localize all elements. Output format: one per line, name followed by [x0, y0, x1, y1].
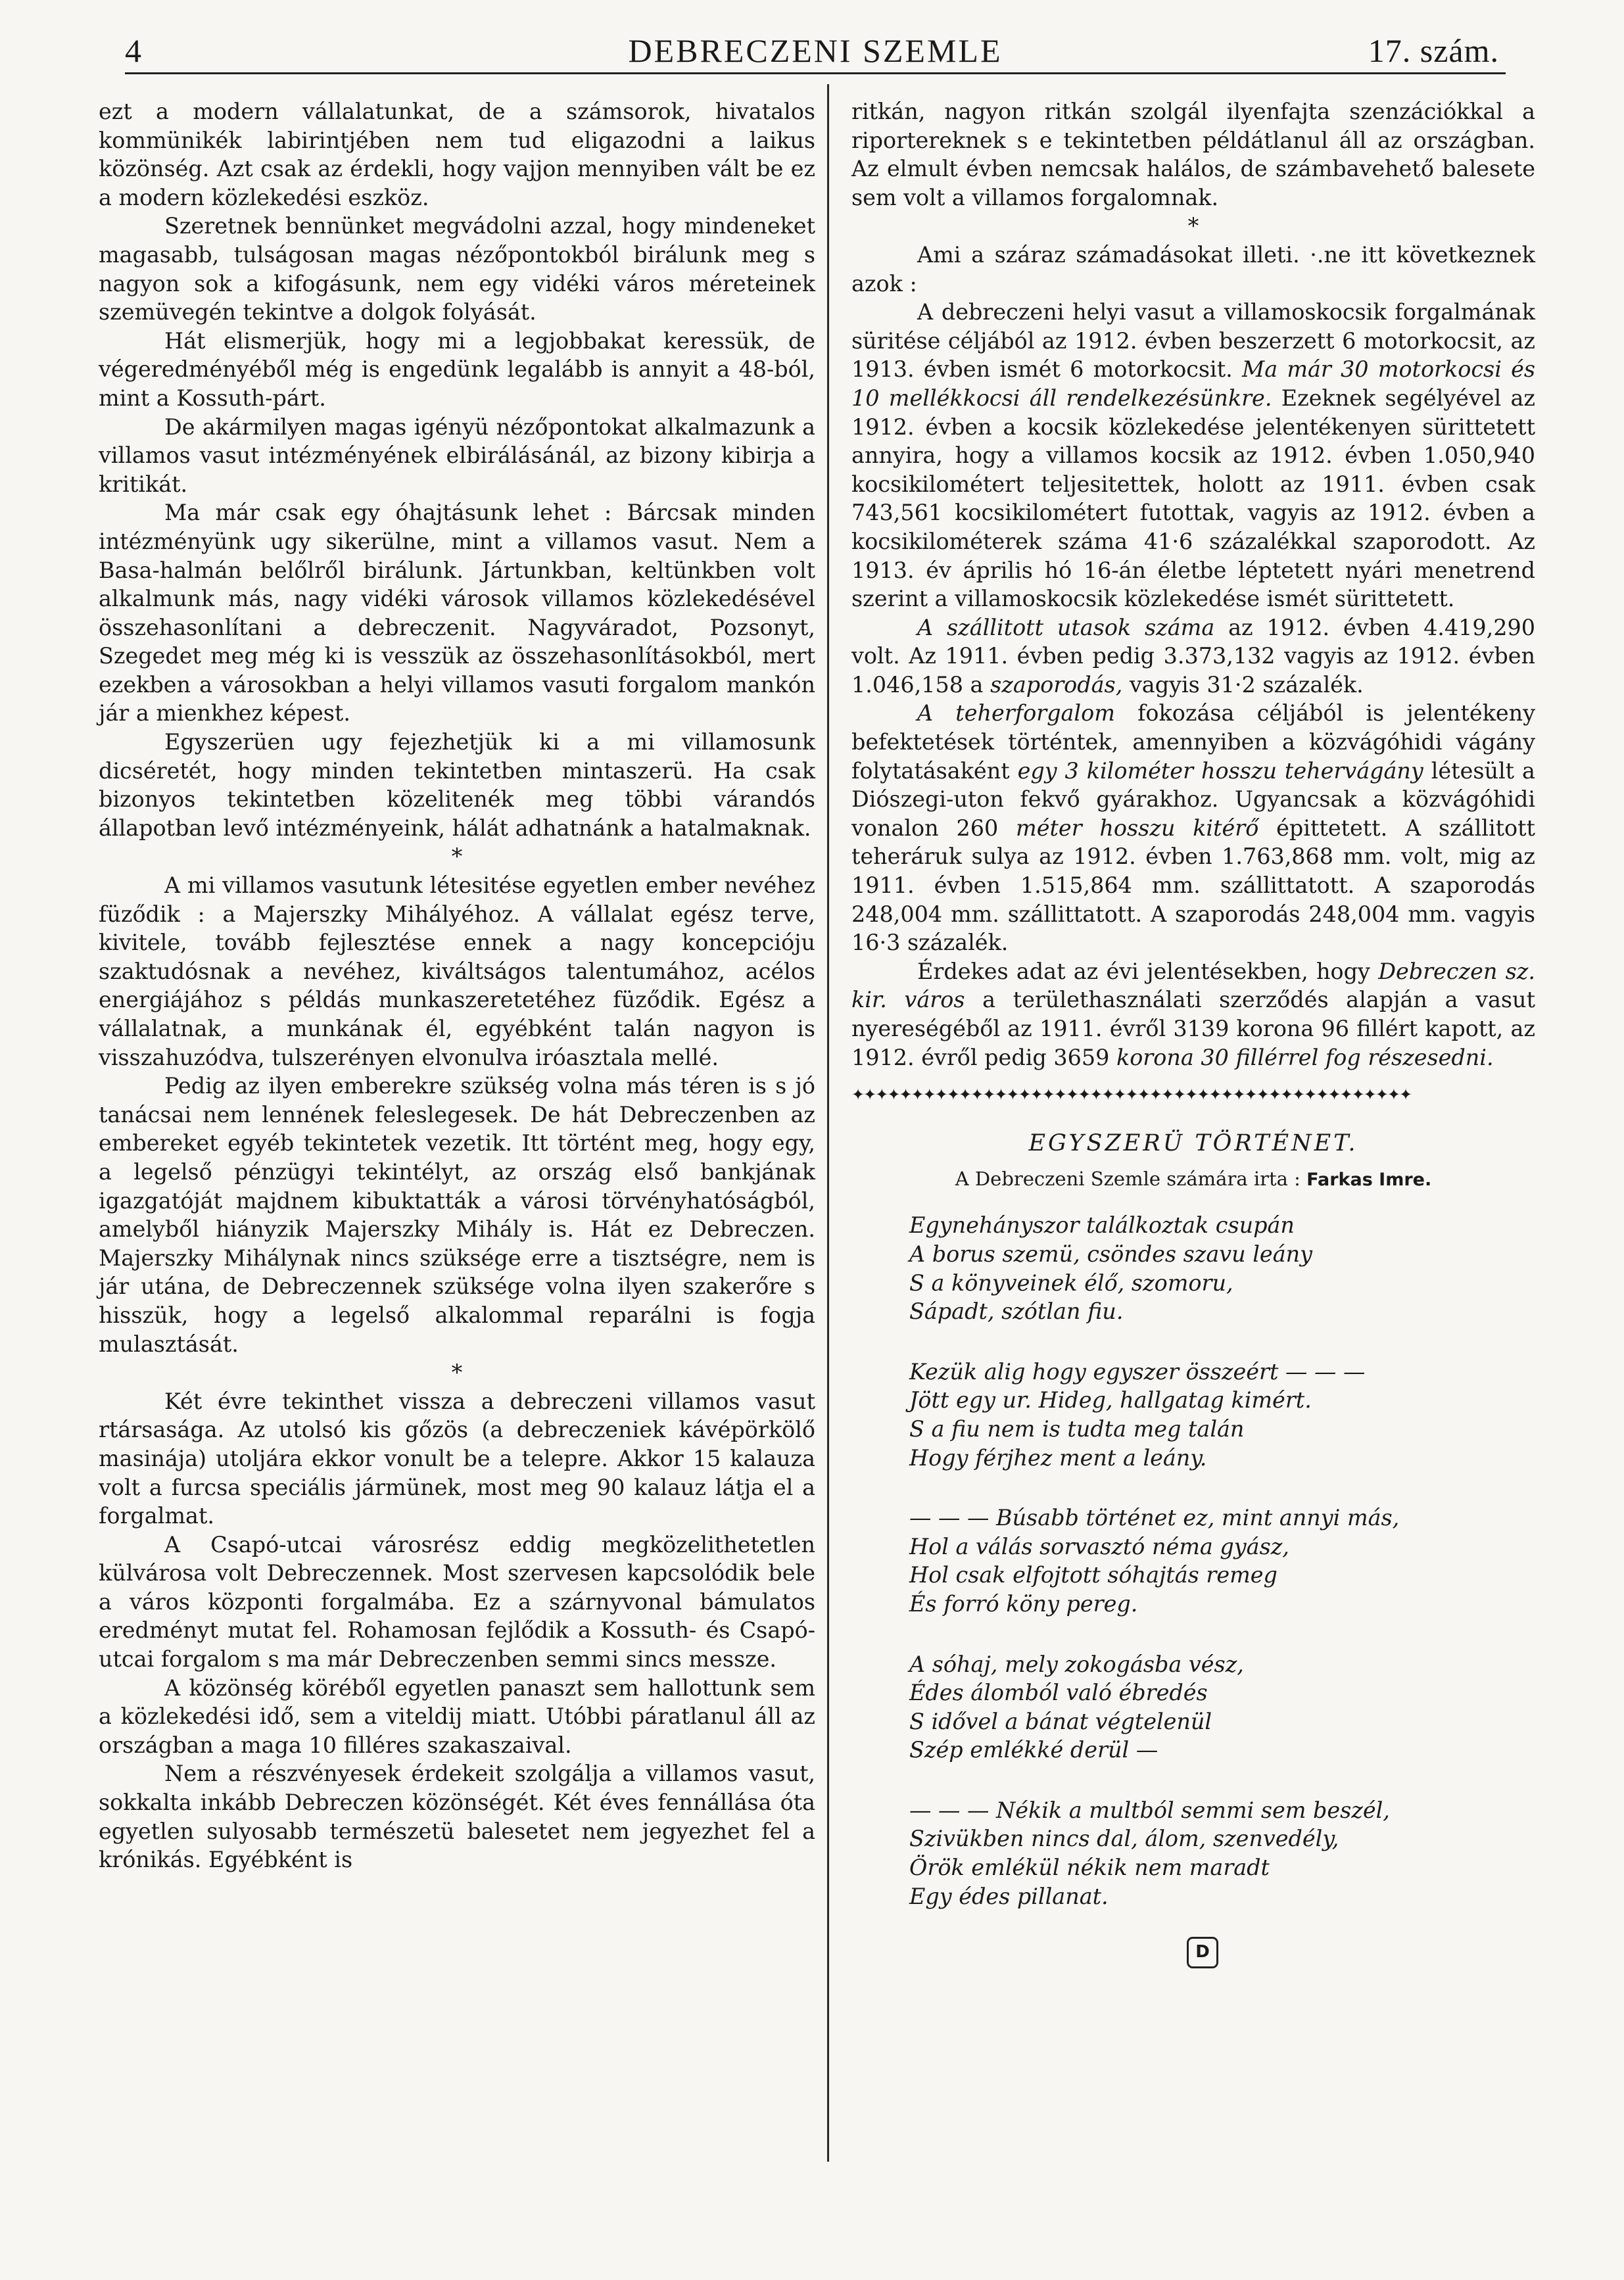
- poem-line: Jött egy ur. Hideg, hallgatag kimért.: [909, 1387, 1312, 1413]
- emphasis: A teherforgalom: [917, 700, 1115, 726]
- text-run: a területhasználati szerződés alapján a vasut nyereségéből az 1911. évről 3139 korona 96 fillért kapott, az 1912. évről pedig 3659: [851, 987, 1535, 1070]
- poem-line: A sóhaj, mely zokogásba vész,: [909, 1651, 1244, 1677]
- poem-line: S a könyveinek élő, szomoru,: [909, 1270, 1233, 1296]
- poem-stanza: [909, 1504, 1535, 1618]
- page-number: 4: [125, 32, 142, 69]
- page-header: [125, 26, 1506, 74]
- paragraph: Egyszerüen ugy fejezhetjük ki a mi villamosunk dicséretét, hogy minden tekintetben mintaszerü. Ha csak bizonyos tekintetben közelitenék meg többi várandós állapotban levő intézményeink, hálát adhatnánk a hatalmaknak.: [99, 729, 815, 841]
- poem-line: S idővel a bánat végtelenül: [909, 1708, 1212, 1734]
- poem-line: Sápadt, szótlan fiu.: [909, 1298, 1124, 1325]
- poem-line: A borus szemü, csöndes szavu leány: [909, 1241, 1312, 1267]
- paragraph: Ami a száraz számadásokat illeti. ·.ne itt következnek azok :: [851, 241, 1535, 297]
- left-column: [99, 97, 815, 1874]
- paragraph: Ma már csak egy óhajtásunk lehet : Bárcsak minden intézményünk ugy sikerülne, mint a villamos vasut. Nem a Basa-halmán belőlről birálunk. Jártunkban, keltünkben volt alkalmunk más, nagy vidéki városok villamos közlekedésével összehasonlítani a debreczenit. Nagyváradot, Pozsonyt, Szegedet meg még ki is vesszük az összehasonlításokból, mert ezekben a városokban a helyi villamos vasuti forgalom mankón jár a mienkhez képest.: [99, 500, 815, 726]
- text-run: az 1912. évben 4.419,290 volt. Az 1911. évben pedig 3.373,132 vagyis az 1912. évben 1.046,158 a: [851, 614, 1536, 698]
- poem-stanza: [909, 1211, 1535, 1325]
- poem-line: S a fiu nem is tudta meg talán: [909, 1415, 1245, 1442]
- text-run: létesült a Diószegi-uton fekvő gyárakhoz. Ugyancsak a közvágóhidi vonalon 260: [851, 757, 1535, 841]
- paragraph: A közönség köréből egyetlen panaszt sem hallottunk sem a közlekedési idő, sem a viteldij miatt. Utóbbi páratlanul áll az országban a maga 10 filléres szakaszaival.: [99, 1674, 815, 1758]
- paragraph: [851, 613, 1535, 700]
- byline-text: A Debreczeni Szemle számára irta :: [955, 1167, 1301, 1190]
- poem-line: Kezük alig hogy egyszer összeért — — —: [909, 1358, 1366, 1385]
- paragraph: A Csapó-utcai városrész eddig megközelithetetlen külvárosa volt Debreczennek. Most szervesen kapcsolódik bele a város központi forgalmába. Ez a szárnyvonal bámulatos eredményt mutat fel. Rohamosan fejlődik a Kossuth- és Csapó-utcai forgalom s ma már Debreczenben semmi sincs messze.: [99, 1531, 815, 1673]
- poem-line: Egy édes pillanat.: [909, 1883, 1109, 1909]
- poem-title: EGYSZERÜ TÖRTÉNET.: [1028, 1130, 1358, 1157]
- poem-line: Édes álomból való ébredés: [909, 1680, 1208, 1706]
- publication-title: DEBRECZENI SZEMLE: [628, 32, 1003, 69]
- poem-stanza: [909, 1796, 1535, 1911]
- right-column: [851, 97, 1535, 1968]
- paragraph: Hát elismerjük, hogy mi a legjobbakat keressük, de végeredményéből még is engedünk legalább is annyit a 48-ból, mint a Kossuth-párt.: [99, 327, 815, 411]
- emphasis: méter hosszu kitérő: [1016, 815, 1259, 841]
- text-run: fokozása céljából is jelentékeny befektetések történtek, amennyiben a közvágóhidi vágány folytatásaként: [851, 700, 1535, 784]
- poem-line: Egynehányszor találkoztak csupán: [909, 1212, 1295, 1239]
- emphasis: egy 3 kilométer hosszu tehervágány: [1017, 757, 1423, 784]
- paragraph: ritkán, nagyon ritkán szolgál ilyenfajta szenzációkkal a riportereknek s e tekintetben példátlanul áll az országban. Az elmult évben nemcsak halálos, de számbavehető balesete sem volt a villamos forgalomnak.: [851, 99, 1535, 210]
- emphasis: szaporodás,: [990, 671, 1123, 698]
- paragraph: [851, 957, 1535, 1072]
- section-separator: *: [451, 843, 463, 870]
- poem-line: — — — Búsabb történet ez, mint annyi más,: [909, 1505, 1400, 1531]
- emphasis: Debreczen sz. kir. város: [851, 958, 1535, 1013]
- paragraph: Két évre tekinthet vissza a debreczeni villamos vasut rtársasága. Az utolsó kis gőzös (a debreczeniek kávépörkölő masinája) utoljára ekkor vonult be a telepre. Akkor 15 kalauza volt a furcsa speciális jármünek, most meg 90 kalauz látja el a forgalmat.: [99, 1388, 815, 1529]
- section-separator: *: [451, 1360, 463, 1386]
- paragraph: ezt a modern vállalatunkat, de a számsorok, hivatalos kommünikék labirintjében nem tud eligazodni a laikus közönség. Azt csak az érdekli, hogy vajjon mennyiben vált be ez a modern közlekedési eszköz.: [99, 99, 815, 210]
- paragraph: Pedig az ilyen emberekre szükség volna más téren is s jó tanácsai nem lennének feleslegesek. De hát Debreczenben az embereket egyéb tekintetek vezetik. Itt történt meg, hogy egy, a legelső pénzügyi tekintélyt, az ország első bankjának igazgatóját majdnem kibuktatták a városi törvényhatóságból, amelyből hiányzik Majerszky Mihály is. Hát ez Debreczen. Majerszky Mihálynak nincs szüksége erre a tisztségre, nem is jár utána, de Debreczennek szüksége volna ilyen szakerőre s hisszük, hogy a legelső alkalommal reparálni is fogja mulasztását.: [99, 1073, 815, 1357]
- text-run: vagyis 31·2 százalék.: [1129, 671, 1364, 698]
- text-run: épittetett. A szállitott teheráruk sulya az 1912. évben 1.763,868 mm. volt, mig az 1911. évben 1.515,864 mm. szállittatott. A szaporodás 248,004 mm. szállittatott. A szaporodás 248,004 mm. vagyis 16·3 százalék.: [851, 815, 1535, 956]
- column-divider: [827, 84, 829, 2162]
- poem-byline: [851, 1165, 1535, 1195]
- paragraph: A mi villamos vasutunk létesitése egyetlen ember nevéhez füződik : a Majerszky Mihályéhoz. A vállalat egész terve, kivitele, tovább fejlesztése ennek a nagy koncepcióju szaktudósnak a nevéhez, kiváltságos talentumához, acélos energiájához s példás munkaszeretetéhez füződik. Egész a vállalatnak, a munkának él, egyébként talán nagyon is visszahuzódva, tulszerényen elvonulva iróasztala mellé.: [99, 872, 815, 1070]
- poem-line: És forró köny pereg.: [909, 1590, 1138, 1617]
- poem-stanza: [909, 1358, 1535, 1472]
- paragraph: [851, 298, 1535, 613]
- poem-line: Hol a válás sorvasztó néma gyász,: [909, 1533, 1289, 1559]
- poem-author: Farkas Imre.: [1306, 1169, 1432, 1190]
- paragraph: De akármilyen magas igényü nézőpontokat alkalmazunk a villamos vasut intézményének elbirálásánál, az bizony kibirja a kritikát.: [99, 414, 815, 497]
- emphasis: korona 30 fillérrel fog részesedni.: [1116, 1044, 1494, 1070]
- paragraph: [851, 699, 1535, 957]
- poem-line: Hogy férjhez ment a leány.: [909, 1444, 1207, 1471]
- paragraph: Szeretnek bennünket megvádolni azzal, hogy mindeneket magasabb, tulságosan magas nézőpontokból birálunk meg s nagyon sok a kifogásunk, nem egy vidéki város méreteinek szemüvegén tekintve a dolgok folyását.: [99, 213, 815, 325]
- text-run: Ezeknek segélyével az 1912. évben a kocsik közlekedése jelentékenyen sürittetett annyira, hogy a villamos kocsik az 1912. évben 1.050,940 kocsikilométert teljesitettek, holott az 1911. évben csak 743,561 kocsikilométert futottak, vagyis az 1912. évben a kocsikilométerek száma 41·6 százalékkal szaporodott. Az 1913. év április hó 16-án életbe léptetett nyári menetrend szerint a villamoskocsik közlekedése ismét sürittetett.: [851, 385, 1535, 612]
- poem-line: Örök emlékül nékik nem maradt: [909, 1855, 1270, 1881]
- end-mark-icon: D: [1187, 1937, 1218, 1968]
- ornamental-divider: ✦✦✦✦✦✦✦✦✦✦✦✦✦✦✦✦✦✦✦✦✦✦✦✦✦✦✦✦✦✦✦✦✦✦✦✦✦✦✦✦✦✦✦✦✦✦✦: [851, 1085, 1412, 1104]
- poem-stanza: [909, 1650, 1535, 1765]
- paragraph: Nem a részvényesek érdekeit szolgálja a villamos vasut, sokkalta inkább Debreczen közönségét. Két éves fennállása óta egyetlen sulyosabb természetü balesetet nem jegyezhet fel a krónikás. Egyébként is: [99, 1761, 815, 1873]
- poem-line: Szép emlékké derül —: [909, 1737, 1158, 1763]
- text-run: A debreczeni helyi vasut a villamoskocsik forgalmának süritése céljából az 1912. évben beszerzett 6 motorkocsit, az 1913. évben ismét 6 motorkocsit.: [851, 299, 1535, 383]
- text-run: Érdekes adat az évi jelentésekben, hogy: [917, 958, 1370, 984]
- poem-line: Hol csak elfojtott sóhajtás remeg: [909, 1562, 1278, 1588]
- poem-line: Szivükben nincs dal, álom, szenvedély,: [909, 1826, 1339, 1852]
- issue-number: 17. szám.: [1368, 32, 1499, 69]
- emphasis: Ma már 30 motorkocsi és 10 mellékkocsi áll rendelkezésünkre.: [851, 356, 1535, 411]
- emphasis: A szállitott utasok száma: [917, 614, 1215, 640]
- poem-line: — — — Nékik a multból semmi sem beszél,: [909, 1797, 1390, 1823]
- section-separator: *: [1187, 213, 1199, 239]
